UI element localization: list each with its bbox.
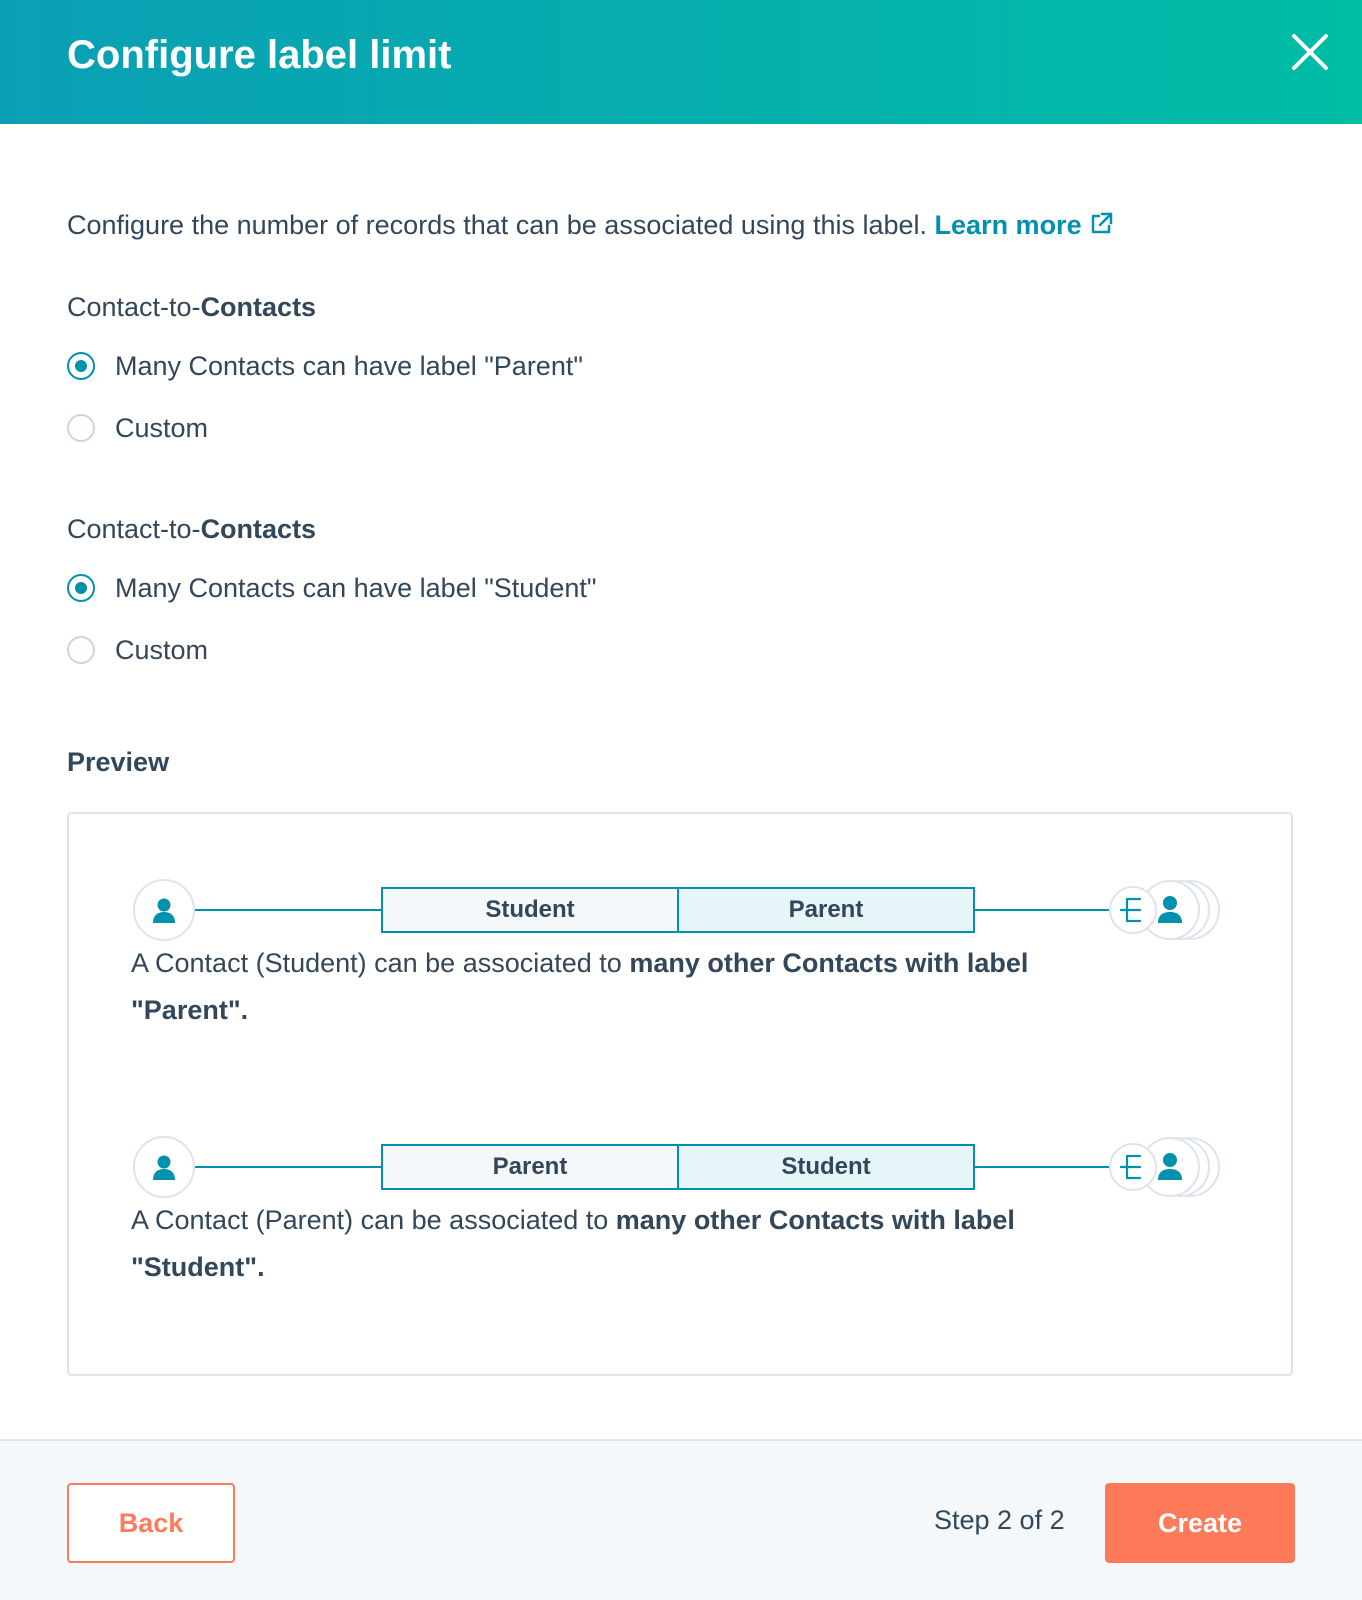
back-button[interactable]: Back xyxy=(67,1483,235,1563)
connector-line xyxy=(975,1166,1111,1168)
radio-button-checked[interactable] xyxy=(67,352,95,380)
description-text: A Contact (Parent) can be associated to xyxy=(131,1205,616,1235)
preview-box xyxy=(67,812,1293,1376)
connector-line xyxy=(975,909,1111,911)
description-emphasis: many other Contacts with label "Student". xyxy=(131,1205,1015,1282)
intro-description: Configure the number of records that can be associated using this label. xyxy=(67,210,928,240)
contact-avatar xyxy=(133,1136,195,1198)
learn-more-label[interactable]: Learn more xyxy=(934,210,1082,240)
group-title-prefix: Contact-to- xyxy=(67,292,201,322)
description-text: A Contact (Student) can be associated to xyxy=(131,948,630,978)
label-segment-left: Parent xyxy=(381,1144,679,1190)
modal-title: Configure label limit xyxy=(67,33,452,77)
radio-button[interactable] xyxy=(67,414,95,442)
description-emphasis: many other Contacts with label "Parent". xyxy=(131,948,1029,1025)
radio-button[interactable] xyxy=(67,636,95,664)
external-link-icon[interactable] xyxy=(1088,211,1114,237)
step-indicator: Step 2 of 2 xyxy=(934,1505,1065,1535)
radio-option-many-parent[interactable] xyxy=(67,348,583,384)
group-title-object: Contacts xyxy=(200,292,317,322)
label-segment-left: Student xyxy=(381,887,679,933)
group-title-object: Contacts xyxy=(200,514,317,544)
association-diagram xyxy=(129,1134,1229,1204)
radio-label: Many Contacts can have label "Student" xyxy=(115,572,597,603)
intro-text xyxy=(67,210,1114,241)
radio-option-many-student[interactable] xyxy=(67,570,596,606)
contact-avatar xyxy=(133,879,195,941)
group-title-prefix: Contact-to- xyxy=(67,514,201,544)
learn-more-link[interactable] xyxy=(935,210,1114,240)
radio-option-custom-parent[interactable] xyxy=(67,410,208,446)
create-button[interactable]: Create xyxy=(1105,1483,1295,1563)
group-title-parent xyxy=(67,292,316,323)
connector-line xyxy=(195,1166,381,1168)
group-title-student xyxy=(67,514,316,545)
radio-button-checked[interactable] xyxy=(67,574,95,602)
radio-label: Many Contacts can have label "Parent" xyxy=(115,350,583,381)
association-description xyxy=(131,1197,1131,1291)
radio-label: Custom xyxy=(115,412,209,443)
modal-footer xyxy=(0,1439,1362,1600)
connector-line xyxy=(195,909,381,911)
preview-heading: Preview xyxy=(67,747,170,777)
association-diagram xyxy=(129,877,1229,947)
close-icon[interactable] xyxy=(1290,32,1330,72)
label-segment-right: Student xyxy=(677,1144,975,1190)
association-description xyxy=(131,940,1131,1034)
radio-label: Custom xyxy=(115,634,209,665)
close-button[interactable] xyxy=(1290,32,1330,72)
modal-header xyxy=(0,0,1362,124)
label-segment-right: Parent xyxy=(677,887,975,933)
radio-option-custom-student[interactable] xyxy=(67,632,208,668)
multiple-contacts-icon xyxy=(1109,877,1229,947)
contact-icon xyxy=(150,1153,178,1181)
contact-icon xyxy=(150,896,178,924)
multiple-contacts-icon xyxy=(1109,1134,1229,1204)
